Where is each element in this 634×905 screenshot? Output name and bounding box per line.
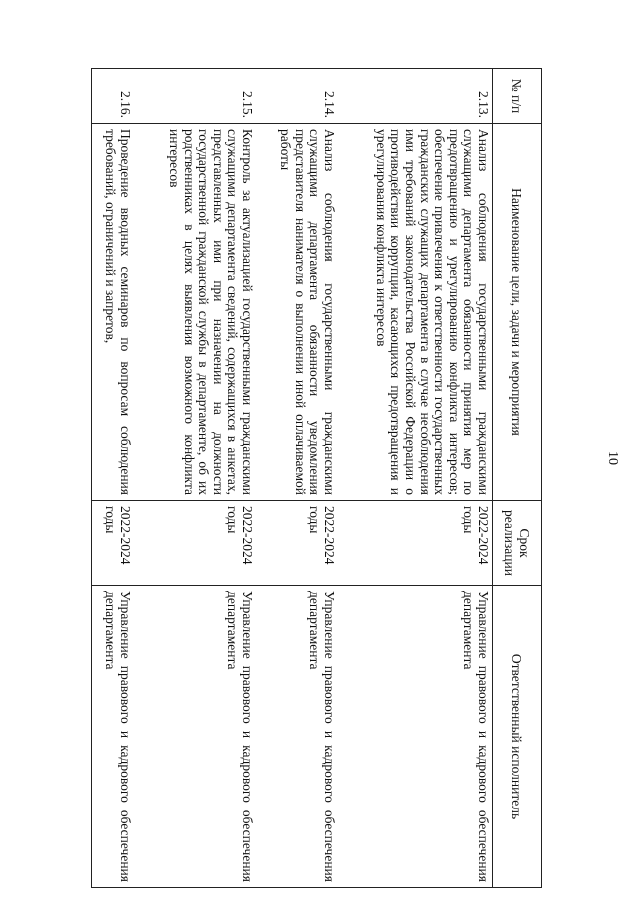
row-number: 2.13. [338, 69, 493, 124]
header-responsible: Ответственный исполнитель [493, 586, 542, 888]
row-term: 2022-2024 годы [338, 501, 493, 586]
row-term: 2022-2024 годы [134, 501, 256, 586]
row-term: 2022-2024 годы [256, 501, 338, 586]
row-measure: Анализ соблюдения государственными гражданскими служащими департамента обязанности уведомления представителя нанимателя о выполнении иной оплачиваемой работы [256, 124, 338, 501]
table-row [256, 69, 338, 888]
row-responsible: Управление правового и кадрового обеспечения департамента [256, 586, 338, 888]
header-row [493, 69, 542, 888]
row-term: 2022-2024 годы [92, 501, 135, 586]
row-responsible: Управление правового и кадрового обеспечения департамента [134, 586, 256, 888]
header-num: № п/п [493, 69, 542, 124]
page-number: 10 [605, 451, 620, 465]
row-number: 2.14. [256, 69, 338, 124]
row-responsible: Управление правового и кадрового обеспечения департамента [92, 586, 135, 888]
table-row [338, 69, 493, 888]
table-header [493, 69, 542, 888]
header-name: Наименование цели, задачи и мероприятия [493, 124, 542, 501]
table-body [92, 69, 493, 888]
row-number: 2.15. [134, 69, 256, 124]
row-number: 2.16. [92, 69, 135, 124]
header-term: Срок реализации [493, 501, 542, 586]
table-row [92, 69, 135, 888]
anticorruption-plan-table [91, 68, 542, 888]
row-measure: Проведение вводных семинаров по вопросам соблюдения требований, ограничений и запретов, [92, 124, 135, 501]
table-row [134, 69, 256, 888]
row-measure: Анализ соблюдения государственными гражданскими служащими департамента обязанности принятия мер по предотвращению и урегулированию конфликта интересов; обеспечение привлечения к ответственности государственных гражданских служащих департамента в случае несоблюдения ими требований законодательства Российской Федерации о противодействии коррупции, касающихся предотвращения и урегулирования конфликта интересов [338, 124, 493, 501]
row-responsible: Управление правового и кадрового обеспечения департамента [338, 586, 493, 888]
row-measure: Контроль за актуализацией государственными гражданскими служащими департамента сведений, содержащихся в анкетах, представленных ими при назначении на должности государственной гражданской службы в департаменте, об их родственниках в целях выявления возможного конфликта интересов [134, 124, 256, 501]
